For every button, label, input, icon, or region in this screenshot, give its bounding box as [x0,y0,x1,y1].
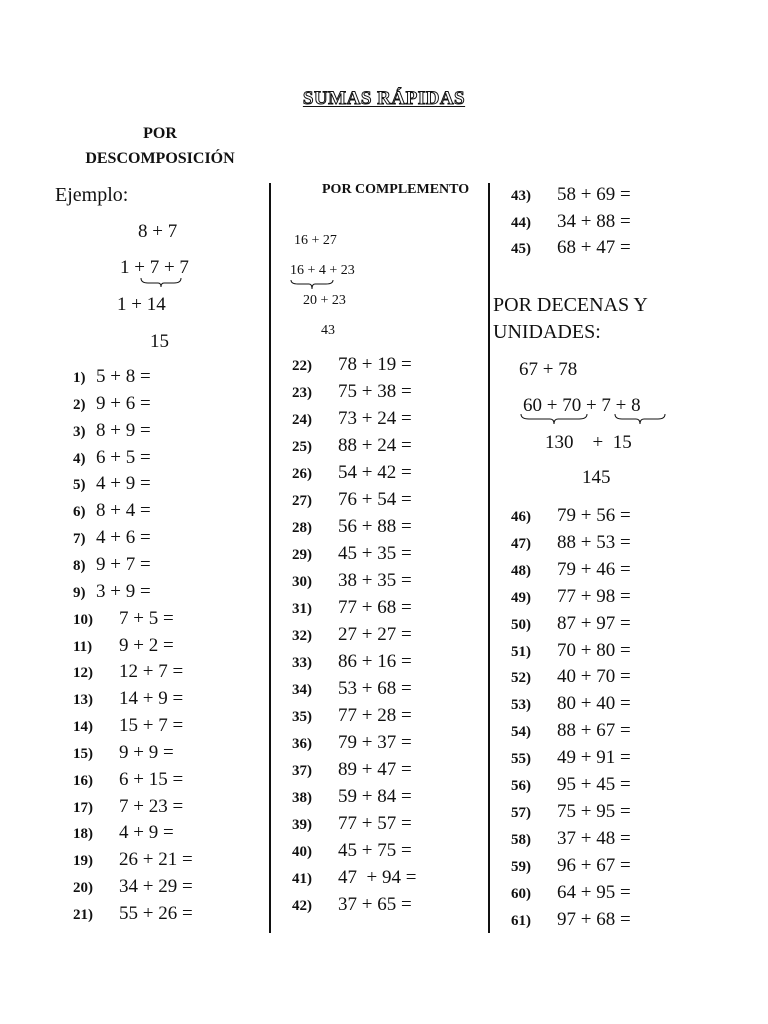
section-heading-descomposicion-line2: DESCOMPOSICIÓN [85,150,235,167]
problem-number: 22) [292,358,312,374]
problem-number: 31) [292,601,312,617]
problem-expression: 59 + 84 = [338,786,412,807]
problem-number: 57) [511,804,531,821]
problem-expression: 4 + 6 = [96,527,151,549]
problem-expression: 45 + 35 = [338,543,412,564]
problem-expression: 6 + 5 = [96,446,151,468]
example-line: 1 + 7 + 7 [120,257,189,278]
problem-number: 4) [73,450,86,467]
problem-number: 18) [73,826,93,843]
problem-number: 25) [292,439,312,455]
problem-expression: 9 + 2 = [119,634,174,656]
problem-number: 12) [73,665,93,682]
problem-expression: 78 + 19 = [338,354,412,375]
problem-number: 37) [292,763,312,779]
problem-number: 39) [292,817,312,833]
problem-number: 33) [292,655,312,671]
problem-expression: 37 + 48 = [557,827,631,849]
problem-expression: 37 + 65 = [338,894,412,915]
problem-expression: 49 + 91 = [557,747,631,769]
problem-number: 48) [511,562,531,579]
example-line: 15 [150,331,169,352]
example-line: 20 + 23 [303,293,346,308]
problem-expression: 34 + 29 = [119,876,193,898]
problem-expression: 88 + 24 = [338,435,412,456]
example-line: 67 + 78 [519,359,578,380]
problem-number: 16) [73,772,93,789]
problem-expression: 70 + 80 = [557,639,631,661]
problem-number: 23) [292,385,312,401]
section-heading-decenas-line2: UNIDADES: [493,321,601,343]
problem-number: 13) [73,692,93,709]
problem-number: 50) [511,616,531,633]
example-label: Ejemplo: [55,184,129,206]
problem-number: 35) [292,709,312,725]
problem-expression: 40 + 70 = [557,666,631,688]
problem-number: 10) [73,611,93,628]
problem-expression: 77 + 98 = [557,585,631,607]
problem-number: 61) [511,912,531,929]
problem-expression: 77 + 68 = [338,597,412,618]
problem-number: 6) [73,504,86,521]
problem-number: 1) [73,370,86,386]
problem-number: 59) [511,858,531,875]
problem-number: 47) [511,535,531,552]
problem-number: 17) [73,799,93,816]
problem-number: 26) [292,466,312,482]
example-line: 1 + 14 [117,294,166,315]
problem-expression: 8 + 9 = [96,419,151,441]
problem-number: 7) [73,531,86,548]
problem-number: 30) [292,574,312,590]
problem-expression: 56 + 88 = [338,516,412,537]
problem-expression: 14 + 9 = [119,688,184,710]
problem-number: 54) [511,724,531,741]
problem-number: 15) [73,745,93,762]
problem-number: 19) [73,853,93,870]
problem-expression: 34 + 88 = [557,210,631,232]
problem-number: 49) [511,589,531,606]
example-line: 16 + 4 + 23 [290,263,355,278]
problem-expression: 27 + 27 = [338,624,412,645]
problem-number: 5) [73,477,86,494]
problem-number: 38) [292,790,312,806]
problem-expression: 8 + 4 = [96,500,151,522]
problem-number: 3) [73,423,86,440]
problem-number: 21) [73,907,93,923]
problem-expression: 77 + 28 = [338,705,412,726]
problem-expression: 9 + 7 = [96,553,151,575]
problem-expression: 75 + 38 = [338,381,412,402]
example-line: 8 + 7 [138,221,178,242]
example-brace [140,277,182,289]
problem-expression: 88 + 53 = [557,531,631,553]
problem-expression: 7 + 23 = [119,795,184,817]
problem-expression: 64 + 95 = [557,881,631,903]
problem-number: 60) [511,885,531,902]
problem-expression: 89 + 47 = [338,759,412,780]
problem-number: 11) [73,638,93,655]
example-brace [614,413,666,425]
problem-expression: 47 + 94 = [338,867,417,888]
problem-expression: 6 + 15 = [119,768,184,790]
problem-number: 43) [511,188,531,204]
worksheet-title: SUMAS RÁPIDAS [302,88,466,109]
problem-number: 42) [292,898,312,914]
problem-expression: 4 + 9 = [119,822,174,844]
problem-number: 8) [73,557,86,574]
problem-expression: 96 + 67 = [557,854,631,876]
problem-number: 9) [73,584,86,601]
example-brace [290,279,334,291]
problem-expression: 95 + 45 = [557,774,631,795]
problem-number: 55) [511,751,531,768]
example-line: 60 + 70 + 7 + 8 [523,395,641,416]
column-divider-left [269,183,271,933]
section-heading-descomposicion-line1: POR [143,125,177,142]
example-line: 43 [321,323,335,338]
problem-expression: 79 + 37 = [338,732,412,753]
example-line: 145 [582,467,611,488]
problem-number: 53) [511,697,531,714]
problem-number: 27) [292,493,312,509]
problem-expression: 87 + 97 = [557,612,631,634]
problem-number: 28) [292,520,312,536]
problem-expression: 68 + 47 = [557,237,631,258]
problem-expression: 76 + 54 = [338,489,412,510]
problem-expression: 73 + 24 = [338,408,412,429]
problem-expression: 97 + 68 = [557,908,631,930]
problem-expression: 55 + 26 = [119,903,193,924]
problem-expression: 79 + 56 = [557,505,631,526]
problem-expression: 12 + 7 = [119,661,184,683]
problem-number: 58) [511,831,531,848]
problem-expression: 26 + 21 = [119,849,193,871]
problem-expression: 15 + 7 = [119,715,184,737]
problem-expression: 79 + 46 = [557,558,631,580]
problem-number: 2) [73,396,86,413]
problem-number: 34) [292,682,312,698]
problem-expression: 7 + 5 = [119,607,174,629]
problem-expression: 53 + 68 = [338,678,412,699]
problem-expression: 9 + 9 = [119,741,174,763]
problem-number: 29) [292,547,312,563]
example-brace [520,413,588,425]
problem-number: 56) [511,778,531,794]
problem-expression: 58 + 69 = [557,184,631,205]
column-divider-right [488,183,490,933]
example-line: 16 + 27 [294,233,337,248]
problem-expression: 54 + 42 = [338,462,412,483]
section-heading-complemento: POR COMPLEMENTO [322,182,470,197]
problem-number: 20) [73,880,93,897]
problem-expression: 88 + 67 = [557,720,631,742]
problem-number: 40) [292,844,312,860]
problem-expression: 9 + 6 = [96,392,151,414]
problem-number: 46) [511,509,531,525]
problem-expression: 4 + 9 = [96,473,151,495]
problem-number: 24) [292,412,312,428]
section-heading-decenas-line1: POR DECENAS Y [493,294,648,316]
problem-number: 44) [511,214,531,231]
problem-expression: 77 + 57 = [338,813,412,834]
problem-expression: 86 + 16 = [338,651,412,672]
problem-number: 14) [73,719,93,736]
problem-number: 36) [292,736,312,752]
problem-number: 51) [511,643,531,660]
example-line: 130 + 15 [545,432,632,453]
problem-expression: 38 + 35 = [338,570,412,591]
problem-expression: 45 + 75 = [338,840,412,861]
problem-number: 41) [292,871,312,887]
problem-number: 45) [511,241,531,257]
problem-expression: 75 + 95 = [557,800,631,822]
problem-expression: 5 + 8 = [96,366,151,387]
problem-number: 52) [511,670,531,687]
problem-expression: 3 + 9 = [96,580,151,602]
problem-expression: 80 + 40 = [557,693,631,715]
problem-number: 32) [292,628,312,644]
